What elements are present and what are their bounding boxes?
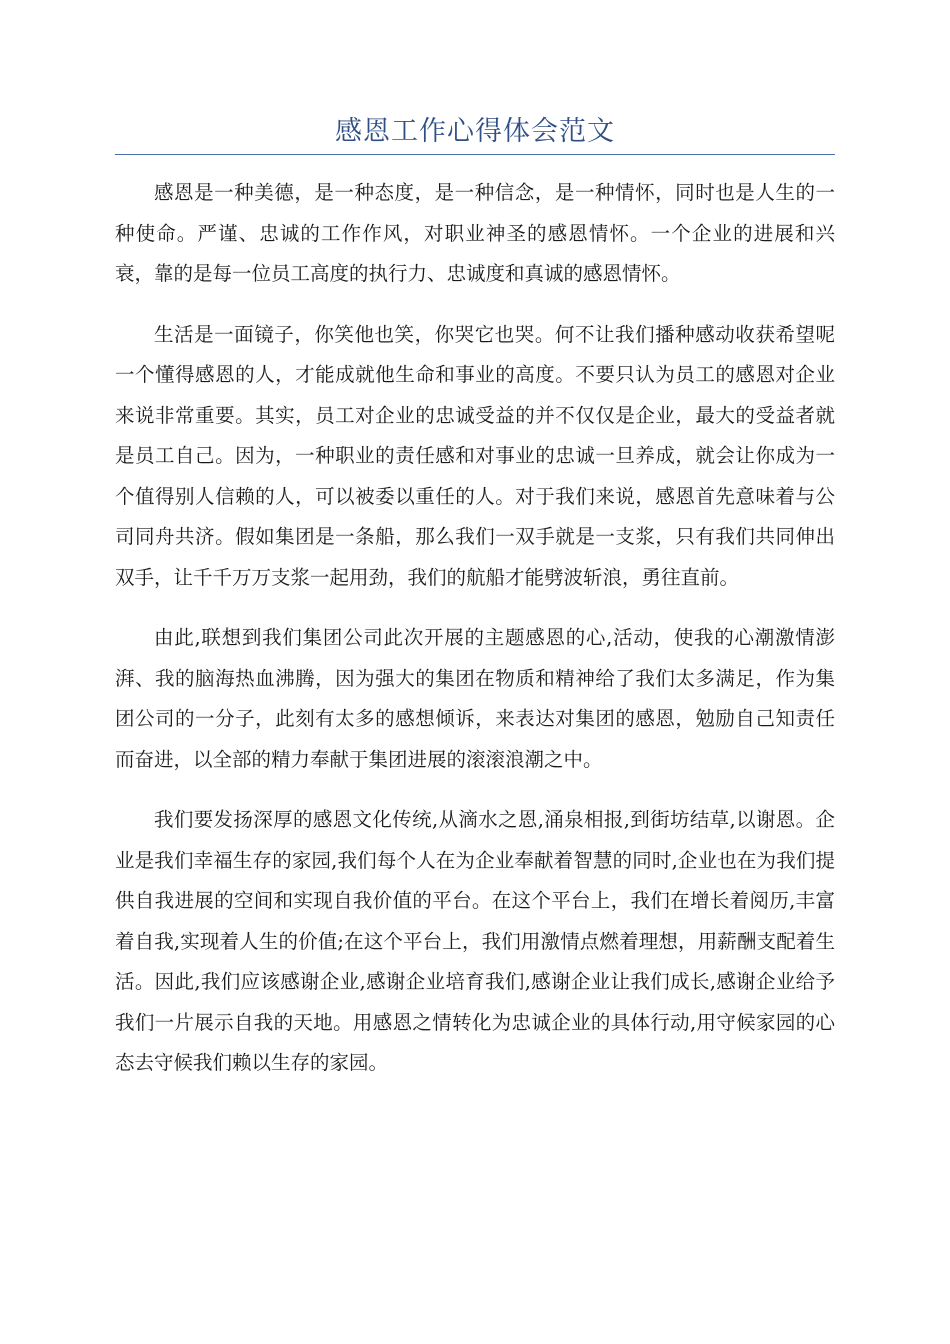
document-title: 感恩工作心得体会范文	[335, 116, 615, 147]
document-body	[115, 173, 835, 1104]
paragraph: 感恩是一种美德，是一种态度，是一种信念，是一种情怀，同时也是人生的一种使命。严谨、忠诚的工作作风，对职业神圣的感恩情怀。一个企业的进展和兴衰，靠的是每一位员工高度的执行力、忠诚度和真诚的感恩情怀。	[115, 181, 835, 285]
title-underline	[115, 154, 835, 155]
paragraph: 生活是一面镜子，你笑他也笑，你哭它也哭。何不让我们播种感动收获希望呢一个懂得感恩的人，才能成就他生命和事业的高度。不要只认为员工的感恩对企业来说非常重要。其实，员工对企业的忠诚受益的并不仅仅是企业，最大的受益者就是员工自己。因为，一种职业的责任感和对事业的忠诚一旦养成，就会让你成为一个值得别人信赖的人，可以被委以重任的人。对于我们来说，感恩首先意味着与公司同舟共济。假如集团是一条船，那么我们一双手就是一支浆，只有我们共同伸出双手，让千千万万支浆一起用劲，我们的航船才能劈波斩浪，勇往直前。	[115, 322, 835, 589]
paragraph: 我们要发扬深厚的感恩文化传统,从滴水之恩,涌泉相报,到街坊结草,以谢恩。企业是我们幸福生存的家园,我们每个人在为企业奉献着智慧的同时,企业也在为我们提供自我进展的空间和实现自我价值的平台。在这个平台上，我们在增长着阅历,丰富着自我,实现着人生的价值;在这个平台上，我们用激情点燃着理想，用薪酬支配着生活。因此,我们应该感谢企业,感谢企业培育我们,感谢企业让我们成长,感谢企业给予我们一片展示自我的天地。用感恩之情转化为忠诚企业的具体行动,用守候家园的心态去守候我们赖以生存的家园。	[115, 808, 835, 1074]
paragraph: 由此,联想到我们集团公司此次开展的主题感恩的心,活动，使我的心潮激情澎湃、我的脑海热血沸腾，因为强大的集团在物质和精神给了我们太多满足，作为集团公司的一分子，此刻有太多的感想倾诉，来表达对集团的感恩，勉励自己知责任而奋进，以全部的精力奉献于集团进展的滚滚浪潮之中。	[115, 626, 835, 771]
